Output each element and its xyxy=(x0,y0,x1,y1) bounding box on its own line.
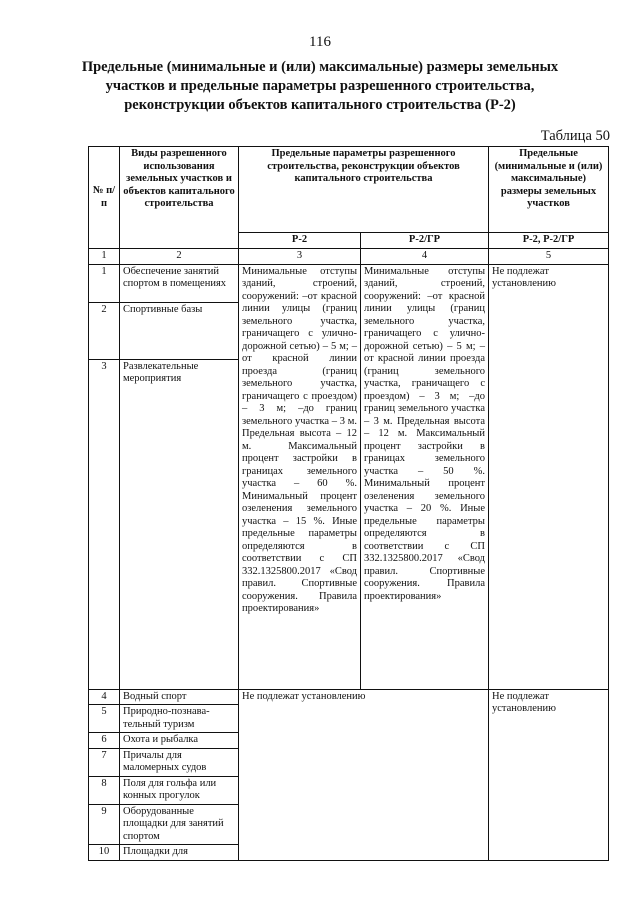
table-row xyxy=(89,264,609,302)
row-num: 2 xyxy=(89,302,120,359)
table-header-row xyxy=(89,147,609,233)
row-num: 8 xyxy=(89,776,120,804)
row-num: 1 xyxy=(89,264,120,302)
row-type: Природно-познава-тельный туризм xyxy=(120,705,239,733)
row-num: 9 xyxy=(89,804,120,845)
index-cell: 3 xyxy=(239,249,361,265)
row-type: Оборудованные площадки для занятий спортом xyxy=(120,804,239,845)
row-num: 4 xyxy=(89,689,120,705)
row-type: Причалы для маломерных судов xyxy=(120,748,239,776)
sizes-cell: Не подлежат установлению xyxy=(489,264,609,689)
header-types: Виды разрешенного использования земельных участков и объектов капитального строительства xyxy=(120,147,239,249)
index-cell: 1 xyxy=(89,249,120,265)
table-label: Таблица 50 xyxy=(540,128,610,144)
header-num: № п/п xyxy=(89,147,120,249)
index-cell: 4 xyxy=(361,249,489,265)
index-cell: 2 xyxy=(120,249,239,265)
parameters-table xyxy=(88,146,609,861)
params-r2gr-cell: Минимальные отступы зданий, строений, сооружений: –от красной линии улицы (границ земельного участка, граничащего с улично-дорожной сетью) – 5 м; –от красной линии проезда (границ земельного участка, граничащего с проездом) – 3 м; –до границ земельного участка – 3 м. Предельная высота – 12 м. Максимальный процент застройки в границах земельного участка – 50 %. Минимальный процент озеленения земельного участка – 20 %. Иные предельные параметры определяются в соответствии с СП 332.1325800.2017 «Свод правил. Спортивные сооружения. Правила проектирования» xyxy=(361,264,489,689)
row-type: Обеспечение занятий спортом в помещениях xyxy=(120,264,239,302)
row-num: 10 xyxy=(89,845,120,861)
row-num: 6 xyxy=(89,733,120,749)
header-sub-r2: Р-2 xyxy=(239,233,361,249)
params-r2-cell: Минимальные отступы зданий, строений, сооружений: –от красной линии улицы (границ земельного участка, граничащего с улично-дорожной сетью) – 5 м; –от красной линии проезда (границ земельного участка, граничащего с проездом) – 3 м; –до границ земельного участка – 3 м. Предельная высота – 12 м. Максимальный процент застройки в границах земельного участка – 60 %. Минимальный процент озеленения земельного участка – 15 %. Иные предельные параметры определяются в соответствии с СП 332.1325800.2017 «Свод правил. Спортивные сооружения. Правила проектирования» xyxy=(239,264,361,689)
row-num: 5 xyxy=(89,705,120,733)
sizes-cell: Не подлежат установлению xyxy=(489,689,609,860)
row-num: 3 xyxy=(89,359,120,689)
table-row xyxy=(89,689,609,705)
header-sub-r2gr: Р-2/ГР xyxy=(361,233,489,249)
row-type: Спортивные базы xyxy=(120,302,239,359)
row-type: Поля для гольфа или конных прогулок xyxy=(120,776,239,804)
row-num: 7 xyxy=(89,748,120,776)
row-type: Площадки для xyxy=(120,845,239,861)
row-type: Водный спорт xyxy=(120,689,239,705)
page-title: Предельные (минимальные и (или) максимальные) размеры земельных участков и предельные параметры разрешенного строительства, реконструкции объектов капитального строительства (Р-2) xyxy=(81,59,559,113)
header-sizes: Предельные (минимальные и (или) максимальные) размеры земельных участков xyxy=(489,147,609,233)
row-type: Охота и рыбалка xyxy=(120,733,239,749)
header-sub-both: Р-2, Р-2/ГР xyxy=(489,233,609,249)
table-index-row xyxy=(89,249,609,265)
header-params: Предельные параметры разрешенного строительства, реконструкции объектов капитального строительства xyxy=(239,147,489,233)
page-number: 116 xyxy=(309,34,331,50)
params-merged-cell: Не подлежат установлению xyxy=(239,689,489,860)
row-type: Развлекательные мероприятия xyxy=(120,359,239,689)
index-cell: 5 xyxy=(489,249,609,265)
